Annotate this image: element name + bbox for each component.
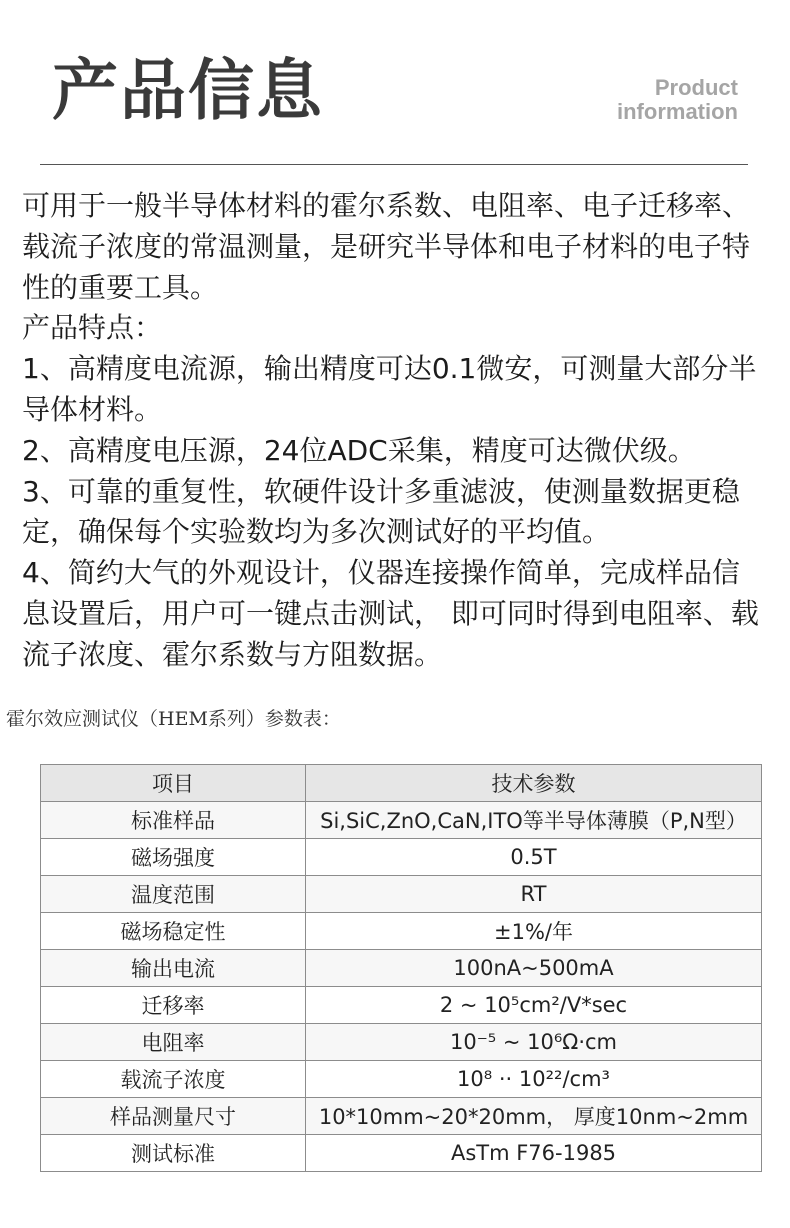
table-cell: 样品测量尺寸 [41, 1098, 306, 1135]
feature-item: 4、简约大气的外观设计，仪器连接操作简单，完成样品信息设置后，用户可一键点击测试， 即可同时得到电阻率、载流子浓度、霍尔系数与方阻数据。 [22, 556, 759, 671]
table-row [41, 1024, 762, 1061]
table-cell: RT [306, 876, 762, 913]
features-heading: 产品特点： [22, 311, 163, 345]
table-cell: 载流子浓度 [41, 1061, 306, 1098]
table-cell: 标准样品 [41, 802, 306, 839]
table-cell: 电阻率 [41, 1024, 306, 1061]
subtitle-line-1: Product [654, 75, 738, 100]
table-header-cell: 项目 [41, 765, 306, 802]
table-row [41, 950, 762, 987]
spec-table [40, 764, 762, 1172]
table-cell: ±1%/年 [306, 913, 762, 950]
table-cell: 测试标准 [41, 1135, 306, 1172]
table-row [41, 987, 762, 1024]
table-cell: 10⁸ ·· 10²²/cm³ [306, 1061, 762, 1098]
subtitle-line-2: information [617, 99, 738, 124]
table-row [41, 1098, 762, 1135]
intro-paragraph: 可用于一般半导体材料的霍尔系数、电阻率、电子迁移率、载流子浓度的常温测量，是研究半导体和电子材料的电子特性的重要工具。 [22, 189, 751, 304]
table-cell: 0.5T [306, 839, 762, 876]
table-row [41, 1061, 762, 1098]
table-cell: 磁场强度 [41, 839, 306, 876]
table-caption: 霍尔效应测试仪（HEM系列）参数表： [6, 708, 341, 730]
table-row [41, 913, 762, 950]
page-title: 产品信息 [52, 52, 324, 129]
table-cell: 温度范围 [41, 876, 306, 913]
table-cell: 10*10mm~20*20mm， 厚度10nm~2mm [306, 1098, 762, 1135]
header-divider [40, 164, 748, 165]
table-cell: 10⁻⁵ ~ 10⁶Ω·cm [306, 1024, 762, 1061]
table-header-cell: 技术参数 [306, 765, 762, 802]
feature-item: 2、高精度电压源，24位ADC采集，精度可达微伏级。 [22, 433, 696, 467]
table-row [41, 839, 762, 876]
table-cell: 迁移率 [41, 987, 306, 1024]
table-row [41, 876, 762, 913]
page-subtitle [617, 76, 738, 124]
feature-item: 1、高精度电流源，输出精度可达0.1微安，可测量大部分半导体材料。 [22, 352, 757, 426]
product-description [22, 186, 762, 676]
table-cell: 输出电流 [41, 950, 306, 987]
table-header-row [41, 765, 762, 802]
feature-item: 3、可靠的重复性，软硬件设计多重滤波，使测量数据更稳定，确保每个实验数均为多次测试好的平均值。 [22, 474, 740, 549]
table-row [41, 802, 762, 839]
table-cell: AsTm F76-1985 [306, 1135, 762, 1172]
table-cell: 2 ~ 10⁵cm²/V*sec [306, 987, 762, 1024]
table-row [41, 1135, 762, 1172]
table-cell: Si,SiC,ZnO,CaN,ITO等半导体薄膜（P,N型） [306, 802, 762, 839]
table-cell: 磁场稳定性 [41, 913, 306, 950]
table-cell: 100nA~500mA [306, 950, 762, 987]
